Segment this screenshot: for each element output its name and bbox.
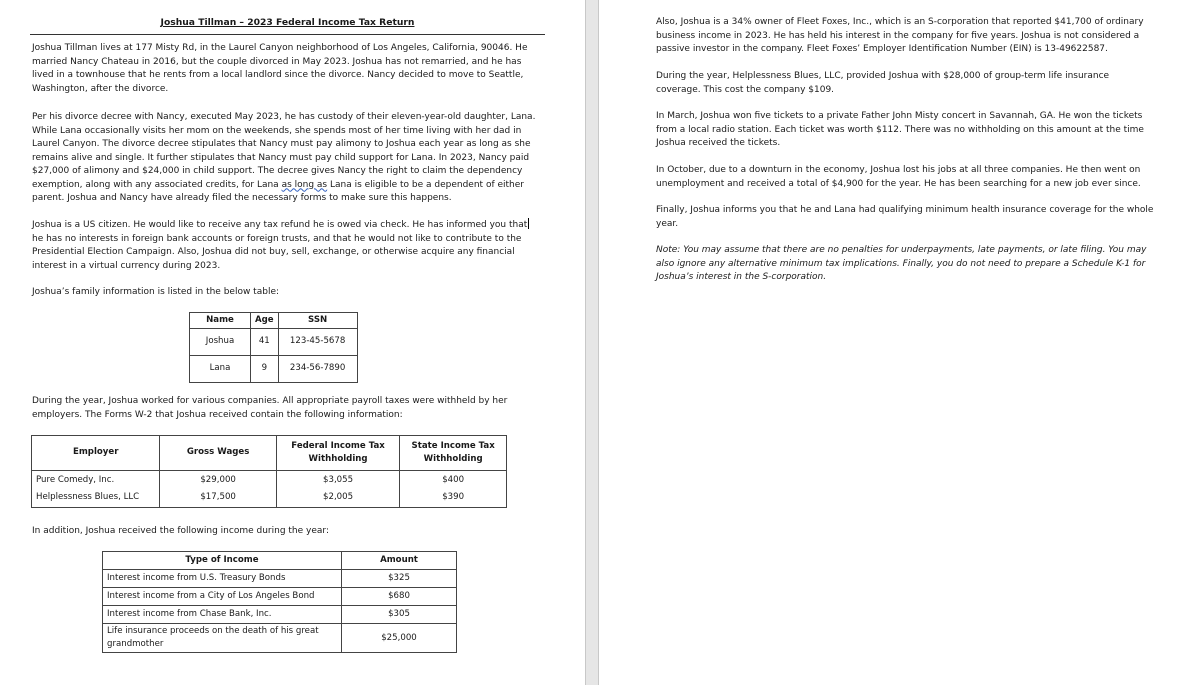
paragraph-family-intro[interactable]: Joshua’s family information is listed in the below table:: [32, 287, 280, 297]
document-title: Joshua Tillman – 2023 Federal Income Tax Return: [160, 17, 415, 28]
table-header-row: [190, 313, 358, 329]
cell-income-type: Life insurance proceeds on the death of his great grandmother: [103, 624, 342, 653]
cell-federal-withholding: $3,055: [276, 471, 400, 490]
header-state-withholding: State Income Tax Withholding: [400, 436, 507, 471]
text-cursor: [528, 218, 529, 229]
cell-amount: $25,000: [342, 624, 457, 653]
header-age: Age: [251, 313, 279, 329]
cell-amount: $680: [342, 588, 457, 606]
cell-state-withholding: $390: [400, 490, 507, 508]
title-divider: [30, 34, 545, 35]
table-row: [103, 624, 457, 653]
cell-state-withholding: $400: [400, 471, 507, 490]
paragraph-concert-tickets[interactable]: In March, Joshua won five tickets to a private Father John Misty concert in Savannah, GA. He won the tickets from a local radio station. Each ticket was worth $112. There was no withholding on this amount at the time Joshua received the tickets.: [656, 111, 1144, 148]
table-header-row: [103, 552, 457, 570]
cell-ssn: 234-56-7890: [278, 356, 357, 383]
header-amount: Amount: [342, 552, 457, 570]
paragraph-text: Lana is eligible to be a dependent of either parent. Joshua and Nancy have already filed the necessary forms to make sure this happens.: [32, 179, 524, 203]
cell-age: 9: [251, 356, 279, 383]
cell-income-type: Interest income from Chase Bank, Inc.: [103, 606, 342, 624]
income-table[interactable]: [102, 551, 457, 653]
cell-ssn: 123-45-5678: [278, 329, 357, 356]
cell-amount: $305: [342, 606, 457, 624]
table-row: [103, 570, 457, 588]
header-ssn: SSN: [278, 313, 357, 329]
paragraph-divorce-decree[interactable]: [32, 111, 537, 206]
paragraph-text: Per his divorce decree with Nancy, executed May 2023, he has custody of their eleven-year-old daughter, Lana. While Lana occasionally visits her mom on the weekends, she spends most of her time living with her dad in Laurel Canyon. The divorce decree stipulates that Nancy must pay alimony to Joshua each year as long as she remains alive and single. It further stipulates that Nancy must pay child support for Lana. In 2023, Nancy paid $27,000 of alimony and $24,000 in child support. The decree gives Nancy the right to claim the dependency exemption, along with any associated credits, for Lana: [32, 112, 536, 190]
cell-employer: Pure Comedy, Inc.: [32, 471, 160, 490]
paragraph-unemployment[interactable]: In October, due to a downturn in the economy, Joshua lost his jobs at all three companies. He then went on unemployment and received a total of $4,900 for the year. He has been searching for a new job ever since.: [656, 165, 1141, 189]
header-gross-wages: Gross Wages: [160, 436, 276, 471]
cell-employer: Helplessness Blues, LLC: [32, 490, 160, 508]
document-page-left[interactable]: [0, 0, 585, 685]
header-federal-withholding: Federal Income Tax Withholding: [276, 436, 400, 471]
table-header-row: [32, 436, 507, 471]
paragraph-note[interactable]: Note: You may assume that there are no penalties for underpayments, late payments, or late filing. You may also ignore any alternative minimum tax implications. Finally, you do not need to prepare a Schedule K-1 for Joshua’s interest in the S-corporation.: [656, 245, 1147, 282]
table-row: [32, 471, 507, 490]
cell-age: 41: [251, 329, 279, 356]
w2-table[interactable]: [31, 435, 507, 508]
table-row: [190, 356, 358, 383]
cell-name: Joshua: [190, 329, 251, 356]
paragraph-text: he has no interests in foreign bank accounts or foreign trusts, and that he would not like to contribute to the Presidential Election Campaign. Also, Joshua did not buy, sell, exchange, or otherwise acquire any financial interest in a virtual currency during 2023.: [32, 233, 522, 271]
table-row: [190, 329, 358, 356]
cell-gross-wages: $29,000: [160, 471, 276, 490]
document-page-right[interactable]: [599, 0, 1177, 685]
paragraph-income-intro[interactable]: In addition, Joshua received the following income during the year:: [32, 526, 329, 536]
cell-gross-wages: $17,500: [160, 490, 276, 508]
paragraph-s-corporation[interactable]: Also, Joshua is a 34% owner of Fleet Foxes, Inc., which is an S-corporation that reported $41,700 of ordinary business income in 2023. He has held his interest in the company for five years. Joshua is not considered a passive investor in the company. Fleet Foxes’ Employer Identification Number (EIN) is 13-49622587.: [656, 17, 1144, 54]
paragraph-residence[interactable]: Joshua Tillman lives at 177 Misty Rd, in the Laurel Canyon neighborhood of Los Angeles, California, 90046. He married Nancy Chateau in 2016, but the couple divorced in May 2023. Joshua has not remarried, and he has lived in a townhouse that he rents from a local landlord since the divorce. Nancy decided to move to Seattle, Washington, after the divorce.: [32, 43, 528, 94]
spellcheck-flagged-text[interactable]: as long as: [281, 179, 328, 190]
cell-federal-withholding: $2,005: [276, 490, 400, 508]
header-name: Name: [190, 313, 251, 329]
paragraph-life-insurance[interactable]: During the year, Helplessness Blues, LLC, provided Joshua with $28,000 of group-term life insurance coverage. This cost the company $109.: [656, 71, 1110, 95]
header-income-type: Type of Income: [103, 552, 342, 570]
family-info-table[interactable]: [189, 312, 358, 383]
cell-name: Lana: [190, 356, 251, 383]
table-row: [103, 588, 457, 606]
table-row: [32, 490, 507, 508]
cell-income-type: Interest income from a City of Los Angeles Bond: [103, 588, 342, 606]
table-row: [103, 606, 457, 624]
paragraph-text: Joshua is a US citizen. He would like to receive any tax refund he is owed via check. He has informed you that: [32, 220, 528, 230]
paragraph-health-coverage[interactable]: Finally, Joshua informs you that he and Lana had qualifying minimum health insurance coverage for the whole year.: [656, 205, 1154, 229]
cell-amount: $325: [342, 570, 457, 588]
paragraph-citizenship[interactable]: [32, 218, 537, 273]
header-employer: Employer: [32, 436, 160, 471]
cell-income-type: Interest income from U.S. Treasury Bonds: [103, 570, 342, 588]
page-gap: [585, 0, 599, 685]
paragraph-w2-intro[interactable]: During the year, Joshua worked for various companies. All appropriate payroll taxes were withheld by her employers. The Forms W-2 that Joshua received contain the following information:: [32, 396, 508, 420]
